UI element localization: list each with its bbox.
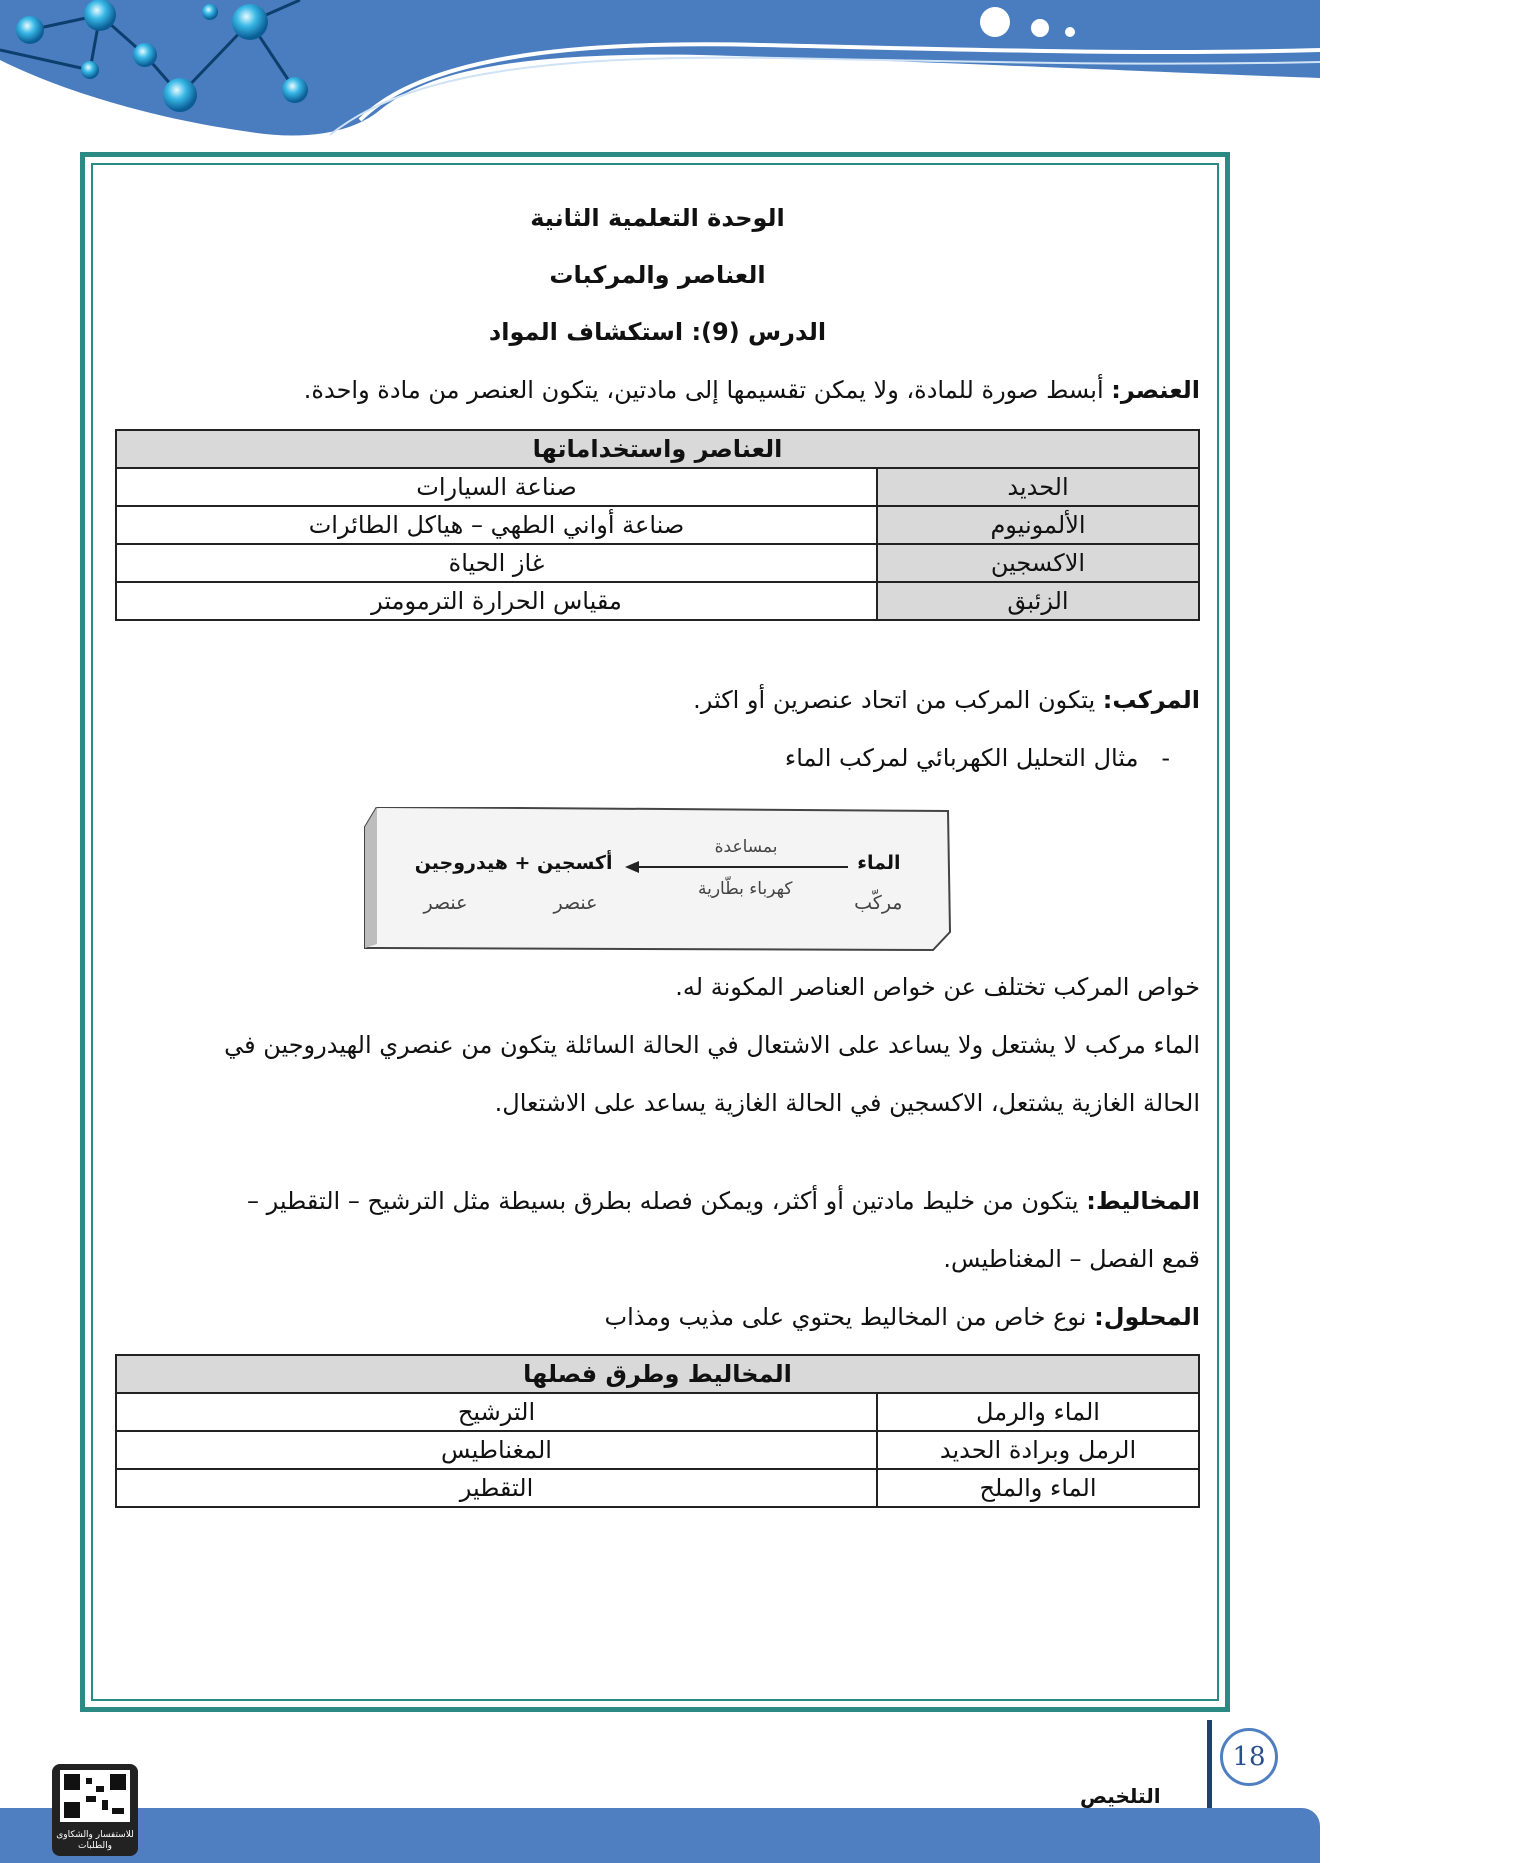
element-use: صناعة أواني الطهي – هياكل الطائرات	[116, 506, 877, 544]
mixture-name: الماء والملح	[877, 1469, 1199, 1507]
example-text: مثال التحليل الكهربائي لمركب الماء	[784, 744, 1139, 772]
element-name: الحديد	[877, 468, 1199, 506]
lesson-content	[115, 190, 1200, 1508]
example-line	[115, 729, 1200, 787]
table-row	[116, 582, 1199, 620]
below-arrow-label: كهرباء بطّارية	[697, 879, 793, 899]
molecule-banner	[0, 0, 1320, 140]
compound-properties: خواص المركب تختلف عن خواص العناصر المكونة له.	[675, 973, 1200, 1001]
table-row	[116, 506, 1199, 544]
products-label: أكسجين + هيدروجين	[414, 852, 613, 874]
mixtures-text: يتكون من خليط مادتين أو أكثر، ويمكن فصله بطرق بسيطة مثل الترشيح – التقطير –	[247, 1187, 1087, 1215]
element-name: الزئبق	[877, 582, 1199, 620]
mixtures-definition-cont: قمع الفصل – المغناطيس.	[943, 1245, 1200, 1273]
dot-large	[980, 7, 1010, 37]
lesson-title: الدرس (9): استكشاف المواد	[488, 318, 827, 346]
unit-title: الوحدة التعلمية الثانية	[530, 204, 785, 232]
electrolysis-diagram	[363, 807, 953, 952]
water-description-1: الماء مركب لا يشتعل ولا يساعد على الاشتعال في الحالة السائلة يتكون من عنصري الهيدروجين في	[224, 1031, 1200, 1059]
compound-text: يتكون المركب من اتحاد عنصرين أو اكثر.	[693, 686, 1103, 714]
table-row	[116, 468, 1199, 506]
separation-method: التقطير	[116, 1469, 877, 1507]
element-use: غاز الحياة	[116, 544, 877, 582]
compound-term: المركب:	[1102, 686, 1200, 714]
qr-code-icon	[52, 1764, 138, 1826]
mixtures-term: المخاليط:	[1086, 1187, 1200, 1215]
dot-small	[1065, 27, 1075, 37]
water-label: الماء	[857, 852, 901, 874]
mixture-name: الماء والرمل	[877, 1393, 1199, 1431]
element-text: أبسط صورة للمادة، ولا يمكن تقسيمها إلى مادتين، يتكون العنصر من مادة واحدة.	[303, 376, 1112, 404]
solution-text: نوع خاص من المخاليط يحتوي على مذيب ومذاب	[604, 1303, 1095, 1331]
qr-code	[52, 1764, 138, 1856]
solution-term: المحلول:	[1094, 1303, 1200, 1331]
water-description-2: الحالة الغازية يشتعل، الاكسجين في الحالة الغازية يساعد على الاشتعال.	[494, 1089, 1200, 1117]
mixtures-definition	[115, 1172, 1200, 1230]
element-use: صناعة السيارات	[116, 468, 877, 506]
dot-medium	[1031, 19, 1049, 37]
table-row	[116, 1393, 1199, 1431]
footer-bar	[0, 1808, 1320, 1863]
separation-method: الترشيح	[116, 1393, 877, 1431]
table-row	[116, 1431, 1199, 1469]
mixtures-table-header: المخاليط وطرق فصلها	[116, 1355, 1199, 1393]
example-bullet: -	[1161, 744, 1170, 772]
diagram-frame	[363, 807, 953, 952]
qr-caption: للاستفسار والشكاوى والطلبات	[56, 1830, 134, 1851]
compound-definition	[115, 671, 1200, 729]
element-name: الاكسجين	[877, 544, 1199, 582]
table-row	[116, 544, 1199, 582]
compound-label: مركّب	[854, 892, 903, 914]
topic-title: العناصر والمركبات	[549, 261, 766, 289]
element-name: الألمونيوم	[877, 506, 1199, 544]
element-term: العنصر:	[1111, 376, 1200, 404]
table-row	[116, 1469, 1199, 1507]
mixtures-table	[115, 1354, 1200, 1508]
section-label: التلخيص	[1080, 1784, 1161, 1808]
element-label-oxygen: عنصر	[553, 892, 598, 914]
elements-table-header: العناصر واستخداماتها	[116, 430, 1199, 468]
page-number: 18	[1220, 1728, 1278, 1786]
elements-table	[115, 429, 1200, 621]
mixture-name: الرمل وبرادة الحديد	[877, 1431, 1199, 1469]
above-arrow-label: بمساعدة	[714, 837, 778, 857]
solution-definition	[115, 1288, 1200, 1346]
element-use: مقياس الحرارة الترمومتر	[116, 582, 877, 620]
separation-method: المغناطيس	[116, 1431, 877, 1469]
element-definition	[115, 361, 1200, 419]
element-label-hydrogen: عنصر	[423, 892, 468, 914]
